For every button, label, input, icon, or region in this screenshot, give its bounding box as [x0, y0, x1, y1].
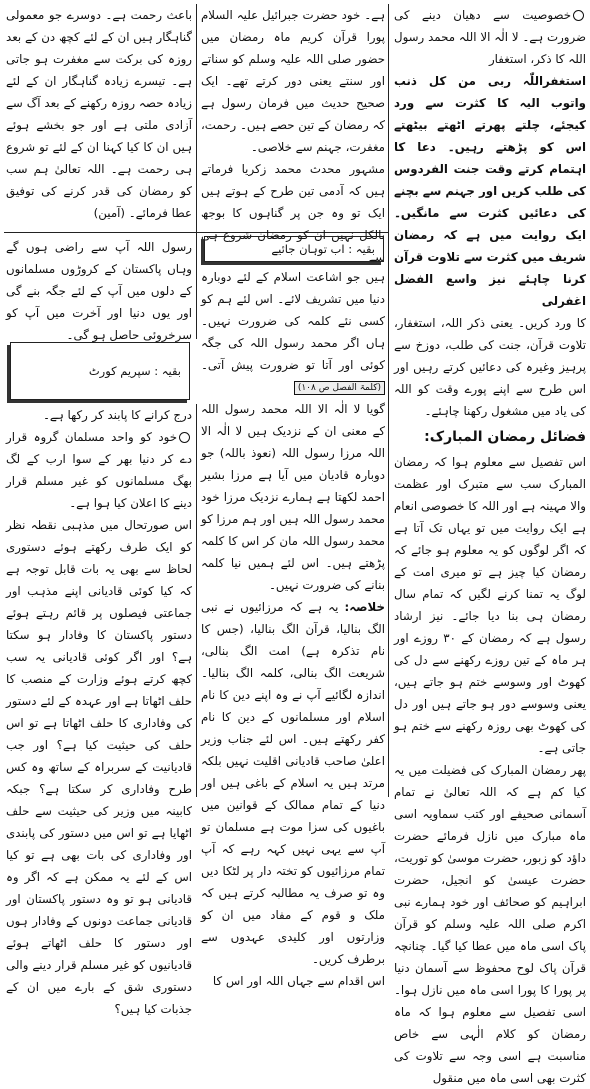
- citation-box: (کلمۃ الفصل ص ۱۰۸): [294, 381, 385, 395]
- continuation-box-supreme-court: [10, 342, 190, 400]
- column-left-continuation: [6, 236, 192, 342]
- khulasa-label: خلاصہ:: [344, 600, 386, 614]
- paragraph-kalma: گویا لا الٰہ الا اللہ محمد رسول اللہ کے معنی ان کے نزدیک ہیں لا الٰہ الا اللہ مرزا رسول اللہ (نعوذ باللہ) جو دوبارہ قادیان میں آیا ہے مرزا بشیر احمد لکھتا ہے ہمارے نزدیک مرزا خود محمد رسول اللہ ہیں اور ہم مرزا کو محمد رسول اللہ مان کر اس کا کلمہ پڑھتے ہیں۔ اس لئے ہمیں نیا کلمہ بنانے کی ضرورت نہیں۔: [201, 402, 385, 592]
- section-heading-fazail: فضائل رمضان المبارک:: [424, 429, 586, 445]
- continuation-label: بقیہ : اب توہان جائیے: [271, 242, 375, 256]
- paragraph-jibrail: ہے۔ خود حضرت جبرائیل علیہ السلام پورا قرآن کریم ماہ رمضان میں حضور صلی اللہ علیہ وسلم کو سناتے اور سنتے یعنی دور کرتے تھے۔ ایک صحیح حدیث میں فرمان رسول ہے کہ رمضان کے تین حصے ہیں۔ رحمت، مغفرت، جہنم سے خلاصی۔: [201, 8, 385, 154]
- column-left-top: [6, 4, 192, 230]
- paragraph-fazail-1: اس تفصیل سے معلوم ہوا کہ رمضان المبارک سب سے متبرک اور عظمت والا مہینہ ہے اور اللہ کا خصوصی انعام ہے ایک روایت میں تو یہاں تک آتا ہے کہ اگر لوگوں کو یہ معلوم ہو جائے کہ رمضان کیا چیز ہے تو میری امت کے لوگ یہ تمنا کرنے لگیں کہ تمام سال رمضان ہی بنا دیا جائے۔ نیز ارشاد رسول ہے کہ رمضان کے ۳۰ روزے اور ہر ماہ کے تین روزے رکھنے سے دل کی کھوٹ اور وسوسے ختم ہو جاتے ہیں، یعنی وسوسے دور ہو جاتے ہیں اور دل کی کھوٹ بھی روزہ رکھنے سے ختم ہو جاتی ہے۔: [394, 455, 586, 755]
- paragraph-istighfar: [394, 70, 586, 312]
- column-middle-lower: [201, 266, 386, 988]
- paragraph-iqdam: اس اقدام سے جہاں اللہ اور اس کا: [212, 974, 385, 988]
- istighfar-text: استغفراللّٰہ ربی من کل ذنب واتوب الیہ کا کثرت سے ورد کیجئے، چلتے پھرتے اٹھتے بیٹھتے اس کو پڑھتے رہیں۔ دعا کا اہتمام کرتے وقت جنت الفردوس کی طلب کریں اور جہنم سے بچنے کی دعائیں کثرت سے مانگیں۔ ایک روایت میں ہے کہ رمضان شریف میں کثرت سے تلاوت قرآن کرنا چاہئے نیز: [394, 74, 586, 286]
- dua-bold-text: واسع الفضل اغفرلی: [394, 272, 586, 308]
- paragraph-khulasa: خلاصہ: یہ ہے کہ مرزائیوں نے نبی الگ بنالیا، قرآن الگ بنالیا، (جس کا نام تذکرہ ہے) امت الگ بنالی، شریعت الگ بنالی، کلمہ الگ بنالیا۔ اندازہ لگائیے آپ نے وہ اپنے دین کا نام اسلام اور مسلمانوں کے دین کا نام کفر رکھتے ہیں۔ اس لئے جناب وزیر اعلیٰ صاحب قادیانی اقلیت نہیں بلکہ مرتد ہیں یہ اسلام کے باغی ہیں اور دنیا کے تمام ممالک کے قوانین میں باغیوں کی سزا موت ہے مسلمان تو آپ سے یہی نہیں کہہ رہے کہ آپ تمام مرزائیوں کو تختہ دار پر لٹکا دیں وہ تو صرف یہ مطالبہ کرتے ہیں کہ ملک و قوم کے مفاد میں ان کو وزارتوں اور کلیدی عہدوں سے برطرف کریں۔: [201, 600, 386, 966]
- paragraph-rasul-razi: رسول اللہ آپ سے راضی ہوں گے وہاں پاکستان کے کروڑوں مسلمانوں کے دلوں میں آپ کے لئے جگہ بنے گی اور یوں دنیا اور آخرت میں آپ کو سرخروئی حاصل ہو گی۔: [6, 240, 192, 342]
- column-rule-left-top: [196, 4, 197, 339]
- column-left-lower: [6, 404, 192, 1016]
- circle-marker-icon: [179, 432, 190, 443]
- continuation-label: بقیہ : سپریم کورٹ: [88, 364, 181, 378]
- column-rule-right: [388, 4, 389, 797]
- newspaper-page: [4, 4, 586, 1085]
- paragraph-intro: خصوصیت سے دھیان دینے کی ضرورت ہے۔ لا الٰہ الا اللہ محمد رسول اللہ کا ذکر، استغفار: [394, 8, 586, 66]
- circle-marker-icon: [573, 10, 584, 21]
- continuation-box-ab-to-man-jaiye: [204, 236, 384, 262]
- paragraph-dhikr: کا ورد کریں۔ یعنی ذکر اللہ، استغفار، تلاوت قرآن، جنت کی طلب، دوزخ سے پرہیز وغیرہ کی دعائیں کرتے رہیں اور اس طرح سے اپنے پورے وقت کو اللہ کی یاد میں مشغول رکھنا چاہئے۔: [394, 316, 586, 418]
- paragraph-wahid-gorooh: خود کو واحد مسلمان گروہ قرار دے کر دنیا بھر کے سوا ارب کے لگ بھگ مسلمانوں کو غیر مسلم قرار دینے کا اعلان کیا ہوا ہے۔: [6, 430, 192, 510]
- paragraph-muhaddith: مشہور محدث محمد زکریا فرماتے ہیں کہ آدمی تین طرح کے ہوتے ہیں ایک تو وہ جن پر گناہوں کا بوجھ بالکل نہیں ان کو رمضان شروع ہی سے: [201, 162, 385, 264]
- paragraph-rahmat: باعث رحمت ہے۔ دوسرے جو معمولی گناہگار ہیں ان کے لئے کچھ دن کے بعد روزہ کی برکت سے مغفرت ہو جاتی ہے۔ تیسرے زیادہ گناہگار ان کے لئے زیادہ حصہ روزہ رکھنے کے بعد آگ سے آزادی ملتی ہے اور جو بخشے ہوئے ہیں ان کا کیا کہنا ان کے لئے تو شروع ہی رحمت ہے۔ اللہ تعالیٰ ہم سب کو رمضان کی قدر کرنے کی توفیق عطا فرمائے۔ (آمین): [6, 8, 192, 220]
- column-rule-left-bottom: [196, 404, 197, 797]
- paragraph-darj: درج کرانے کا پابند کر رکھا ہے۔: [43, 408, 192, 422]
- paragraph-fazail-2: پھر رمضان المبارک کی فضیلت میں یہ کیا کم ہے کہ اللہ تعالیٰ نے تمام آسمانی صحیفے اور کتب سماویہ اسی ماہ مبارک میں نازل فرمائے حضرت داؤد کو زبور، حضرت موسیٰ کو توریت، حضرت عیسیٰ کو انجیل، حضرت ابراہیم کو صحائف اور خود ہمارے نبی اکرم صلی اللہ علیہ وسلم کو قرآن پاک اسی ماہ میں عطا کیا گیا۔ چنانچہ قرآن پاک لوح محفوظ سے آسمان دنیا پر پورا کا پورا اسی ماہ میں نازل ہوا۔ اسی تفصیل سے معلوم ہوا کہ ماہ رمضان کو کلام الٰہی سے خاص مناسبت ہے اسی وجہ سے تلاوت کی کثرت بھی اسی ماہ میں منقول: [394, 763, 586, 1085]
- paragraph-surat-e-haal: اس صورتحال میں مذہبی نقطہ نظر کو ایک طرف رکھتے ہوئے دستوری لحاظ سے بھی یہ بات قابل توجہ ہے کہ کیا کوئی قادیانی اپنے مذہب اور جماعتی فیصلوں پر قائم رہتے ہوئے دستور پاکستان کا وفادار ہو سکتا ہے؟ اور اگر کوئی قادیانی یہ سب کچھ کرتے ہوئے وزارت کے منصب کا حلف اٹھاتا ہے اور عہدہ کے لئے دستور کی وفاداری کا حلف اٹھاتا ہے تو اس حلف کی حیثیت کیا ہے؟ اور جب قادیانیت کے سربراہ کے ساتھ وہ کس طرح وفاداری کر سکتا ہے؟ جبکہ کابینہ میں وزیر کی حیثیت سے حلف اٹھایا ہے تو اس میں دستور کی پابندی اور وفاداری کی بات بھی ہے تو کیا اس کے لئے یہ ممکن ہے کہ اگر وہ قادیانی ہو تو وہ دستور پاکستان اور قادیانی جماعت دونوں کے وفادار ہوں اور دستور کا حلف اٹھاتے ہوئے قادیانیوں کو غیر مسلم قرار دینے والی دستوری شق کے بارے میں ان کے جذبات کیا ہیں؟: [6, 518, 192, 1016]
- ameen-text: (آمین): [93, 206, 126, 220]
- paragraph-ishaat: ہیں جو اشاعت اسلام کے لئے دوبارہ دنیا میں تشریف لائے۔ اس لئے ہم کو کسی نئے کلمہ کی ضرورت نہیں۔ ہاں اگر محمد رسول اللہ کی جگہ کوئی اور آتا تو ضرورت پیش آتی۔ (کلمۃ الفصل ص ۱۰۸): [201, 270, 385, 393]
- column-right: [394, 4, 586, 1085]
